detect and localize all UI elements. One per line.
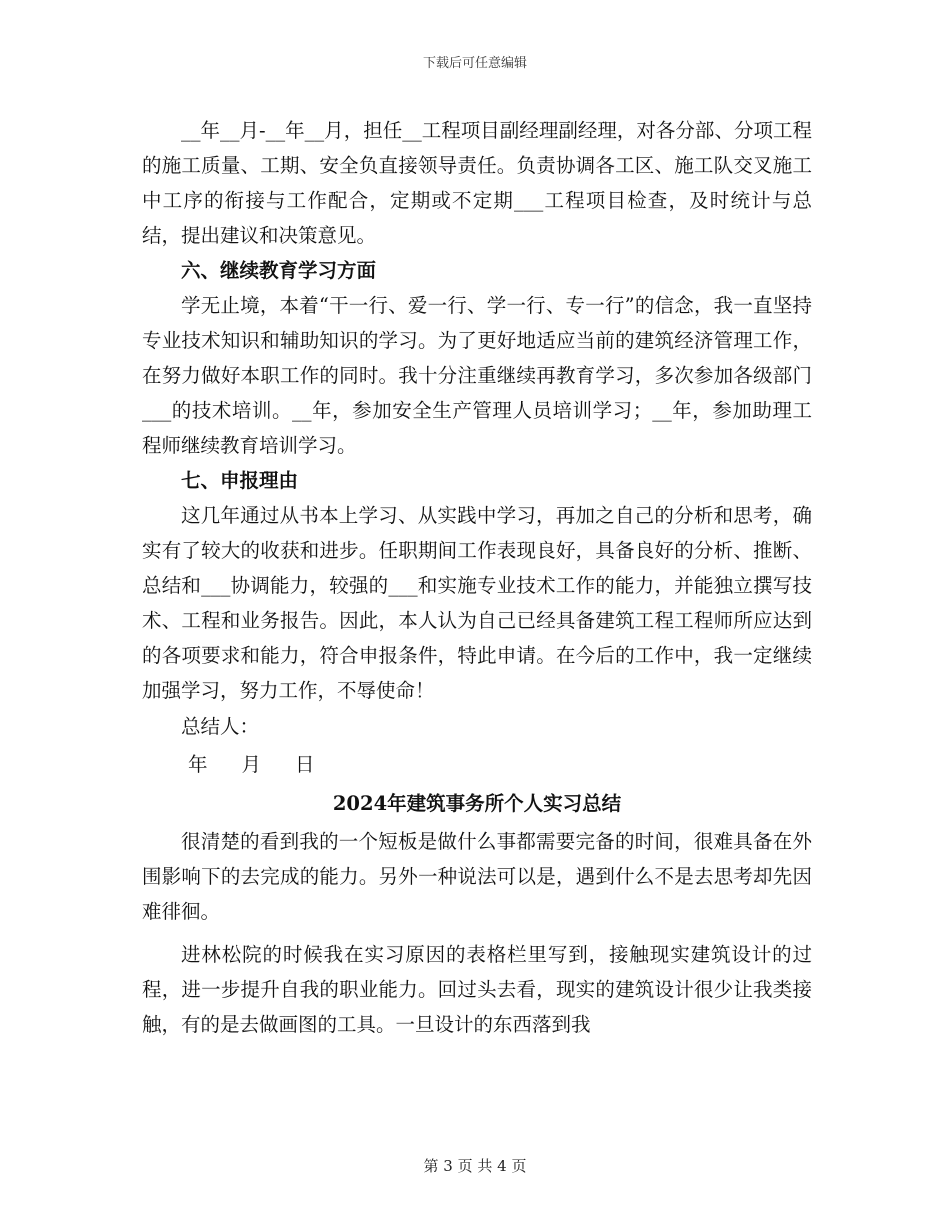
paragraph-article-2: 进林松院的时候我在实习原因的表格栏里写到，接触现实建筑设计的过程，进一步提升自我的职业能力。回过头去看，现实的建筑设计很少让我类接触，有的是去做画图的工具。一旦设计的东西落到我 xyxy=(142,943,812,1036)
date-day: 日 xyxy=(295,753,315,776)
page-footer: 第 3 页 共 4 页 xyxy=(423,1157,527,1175)
article-title: 2024年建筑事务所个人实习总结 xyxy=(332,792,622,815)
paragraph-article-1: 很清楚的看到我的一个短板是做什么事都需要完备的时间，很难具备在外围影响下的去完成的能力。另外一种说法可以是，遇到什么不是去思考却先因难徘徊。 xyxy=(142,830,812,923)
date-month: 月 xyxy=(241,753,262,776)
section-heading-continuing-education: 六、继续教育学习方面 xyxy=(181,259,377,282)
paragraph-work-experience: __年__月-__年__月，担任__工程项目副经理副经理，对各分部、分项工程的施工质量、工期、安全负直接领导责任。负责协调各工区、施工队交叉施工中工序的衔接与工作配合，定期或不定期___工程项目检查，及时统计与总结，提出建议和决策意见。 xyxy=(142,119,812,247)
section-heading-application-reason: 七、申报理由 xyxy=(181,469,299,492)
paragraph-application-reason: 这几年通过从书本上学习、从实践中学习，再加之自己的分析和思考，确实有了较大的收获和进步。任职期间工作表现良好，具备良好的分析、推断、总结和___协调能力，较强的___和实施专业技术工作的能力，并能独立撰写技术、工程和业务报告。因此，本人认为自己已经具备建筑工程工程师所应达到的各项要求和能力，符合申报条件，特此申请。在今后的工作中，我一定继续加强学习，努力工作，不辱使命！ xyxy=(142,504,812,702)
page-header: 下载后可任意编辑 xyxy=(422,56,527,71)
date-year: 年 xyxy=(188,753,208,776)
paragraph-continuing-education: 学无止境，本着“干一行、爱一行、学一行、专一行”的信念，我一直坚持专业技术知识和辅助知识的学习。为了更好地适应当前的建筑经济管理工作，在努力做好本职工作的同时。我十分注重继续再教育学习，多次参加各级部门___的技术培训。__年，参加安全生产管理人员培训学习；__年，参加助理工程师继续教育培训学习。 xyxy=(142,294,812,457)
signature-label: 总结人： xyxy=(181,715,260,738)
document-body xyxy=(142,113,812,1042)
signature-date xyxy=(142,746,812,784)
